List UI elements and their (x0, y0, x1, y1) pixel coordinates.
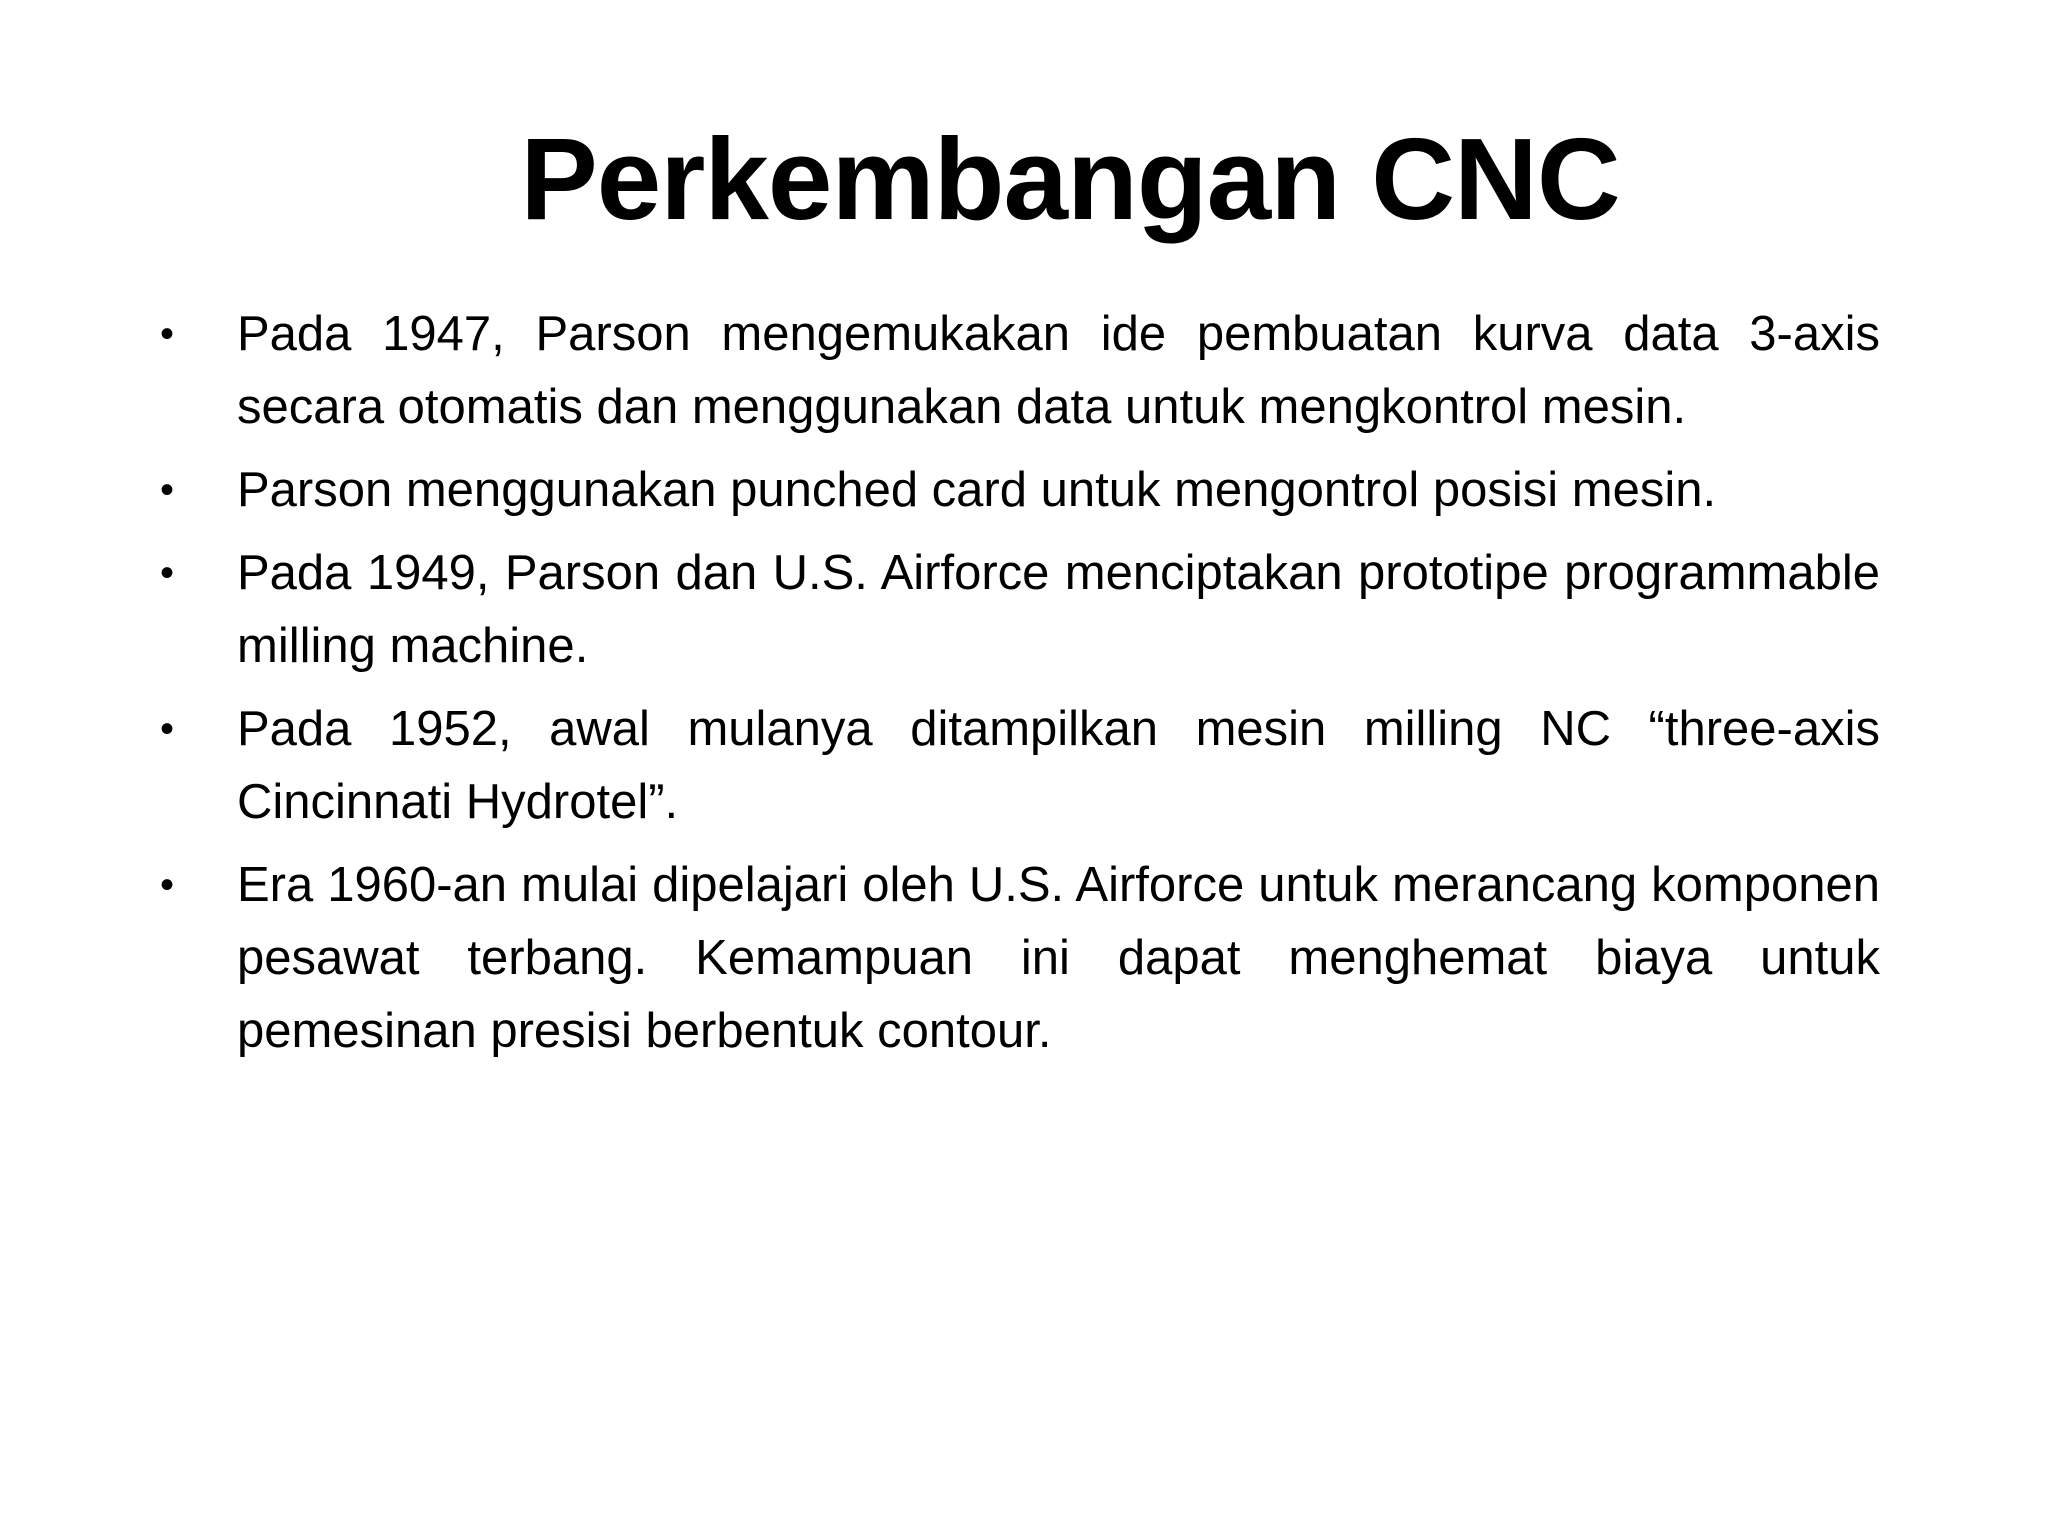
bullet-item-5 (160, 849, 1880, 1068)
bullet-icon: • (160, 312, 175, 356)
bullet-item-4 (160, 693, 1880, 839)
bullet-icon: • (160, 707, 175, 751)
bullet-icon: • (160, 863, 175, 907)
bullet-icon: • (160, 551, 175, 595)
bullet-text: Pada 1949, Parson dan U.S. Airforce menciptakan prototipe programmable milling machine. (237, 546, 1880, 673)
bullet-item-3 (160, 537, 1880, 683)
bullet-item-2 (160, 454, 1880, 527)
bullet-item-1 (160, 298, 1880, 444)
bullet-text: Pada 1952, awal mulanya ditampilkan mesin milling NC “three-axis Cincinnati Hydrotel”. (237, 702, 1880, 829)
bullet-list (160, 298, 1880, 1078)
bullet-text: Parson menggunakan punched card untuk mengontrol posisi mesin. (237, 463, 1717, 517)
slide-title: Perkembangan CNC (520, 114, 1620, 244)
bullet-icon: • (160, 468, 175, 512)
bullet-text: Pada 1947, Parson mengemukakan ide pembuatan kurva data 3-axis secara otomatis dan menggunakan data untuk mengkontrol mesin. (237, 307, 1880, 434)
bullet-text: Era 1960-an mulai dipelajari oleh U.S. Airforce untuk merancang komponen pesawat terbang. Kemampuan ini dapat menghemat biaya untuk pemesinan presisi berbentuk contour. (237, 858, 1880, 1058)
